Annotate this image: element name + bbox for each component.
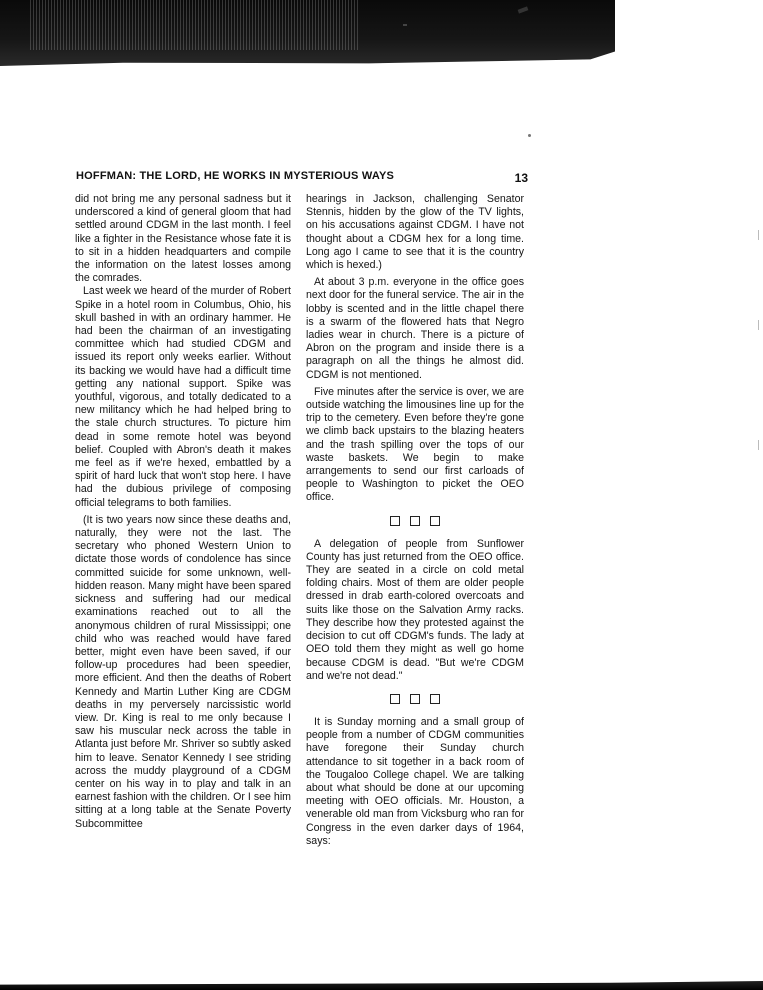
- paragraph: At about 3 p.m. everyone in the office goes next door for the funeral service. The air in the lobby is scented and in the little chapel there is a swarm of the flowered hats that Negro ladies wear in church. There is a picture of Abron on the program and inside there is a paragraph on all the things he almost did. CDGM is not mentioned.: [306, 276, 524, 381]
- scan-speck: [403, 24, 407, 26]
- scan-bottom-border: [0, 981, 763, 990]
- scan-top-border: [0, 0, 763, 72]
- paragraph: Last week we heard of the murder of Robert Spike in a hotel room in Columbus, Ohio, his skull bashed in with an ordinary hammer. He had been the chairman of an investigating committee which had studied CDGM and issued its report only weeks earlier. Without its backing we would have had a difficult time getting any national support. Spike was youthful, vigorous, and totally dedicated to a new militancy which he had helped bring to the stale church structures. To picture him dead in some remote hotel was beyond belief. Coupled with Abron's death it makes me feel as if we're hexed, embattled by a spirit of hard luck that won't stop here. I have had the dubious privilege of composing official telegrams to both families.: [75, 285, 291, 509]
- scan-noise: [30, 0, 360, 50]
- section-break: [306, 692, 524, 706]
- edge-tick: [758, 440, 759, 450]
- paragraph: A delegation of people from Sunflower County has just returned from the OEO office. They are seated in a circle on cold metal folding chairs. Most of them are older people dressed in drab earth-colored overcoats and suits like those on the Salvation Army racks. They describe how they protested against the decision to cut off CDGM's funds. The lady at OEO told them they might as well go home because CDGM is dead. "But we're CDGM and we're not dead.": [306, 537, 524, 682]
- running-head: HOFFMAN: THE LORD, HE WORKS IN MYSTERIOUS WAYS: [76, 170, 395, 182]
- section-break-box: [390, 694, 400, 704]
- paragraph: did not bring me any personal sadness but it underscored a kind of general gloom that had settled around CDGM in the last month. I feel like a fighter in the Resistance whose fate it is to sit in a hidden headquarters and compile the information on the latest losses among the comrades.: [75, 193, 291, 285]
- edge-tick: [758, 230, 759, 240]
- page-header: [76, 170, 528, 188]
- left-column: [75, 193, 291, 831]
- page-number: 13: [514, 171, 528, 185]
- paragraph: It is Sunday morning and a small group of people from a number of CDGM communities have foregone their Sunday church attendance to sit together in a back room of the Tougaloo College chapel. We are talking about what should be done at our upcoming meeting with OEO officials. Mr. Houston, a venerable old man from Vicksburg who ran for Congress in the even darker days of 1964, says:: [306, 715, 524, 847]
- section-break-box: [390, 516, 400, 526]
- paragraph: hearings in Jackson, challenging Senator Stennis, hidden by the glow of the TV lights, on his accusations against CDGM. I have not thought about a CDGM hex for a long time. Long ago I came to see that it is the country which is hexed.): [306, 193, 524, 272]
- edge-tick: [758, 320, 759, 330]
- scan-speck: [528, 134, 531, 137]
- section-break-box: [430, 516, 440, 526]
- section-break-box: [410, 694, 420, 704]
- section-break: [306, 514, 524, 528]
- section-break-box: [430, 694, 440, 704]
- section-break-box: [410, 516, 420, 526]
- right-column: [306, 193, 524, 848]
- paragraph: (It is two years now since these deaths and, naturally, they were not the last. The secretary who phoned Western Union to dictate those words of condolence has since committed suicide for some unknown, well-hidden reason. Many might have been spared sickness and suffering had our medical examinations reached out to all the anonymous children of rural Mississippi; one child who was reached would have fared better, might even have been saved, if our follow-up procedures had been speedier, more efficient. And then the deaths of Robert Kennedy and Martin Luther King are CDGM deaths in my perversely narcissistic world view. Dr. King is real to me only because I saw his muscular neck across the table in Atlanta just before Mr. Shriver so subtly asked him to leave. Senator Kennedy I see striding across the muddy playground of a CDGM center on his way in to play and talk in an earnest fashion with the children. Or I see him sitting at a long table at the Senate Poverty Subcommittee: [75, 513, 291, 830]
- paragraph: Five minutes after the service is over, we are outside watching the limousines line up for the trip to the cemetery. Even before they're gone we climb back upstairs to the blazing heaters and the trash spilling over the tops of our waste baskets. We begin to make arrangements to send our first carloads of people to Washington to picket the OEO office.: [306, 385, 524, 504]
